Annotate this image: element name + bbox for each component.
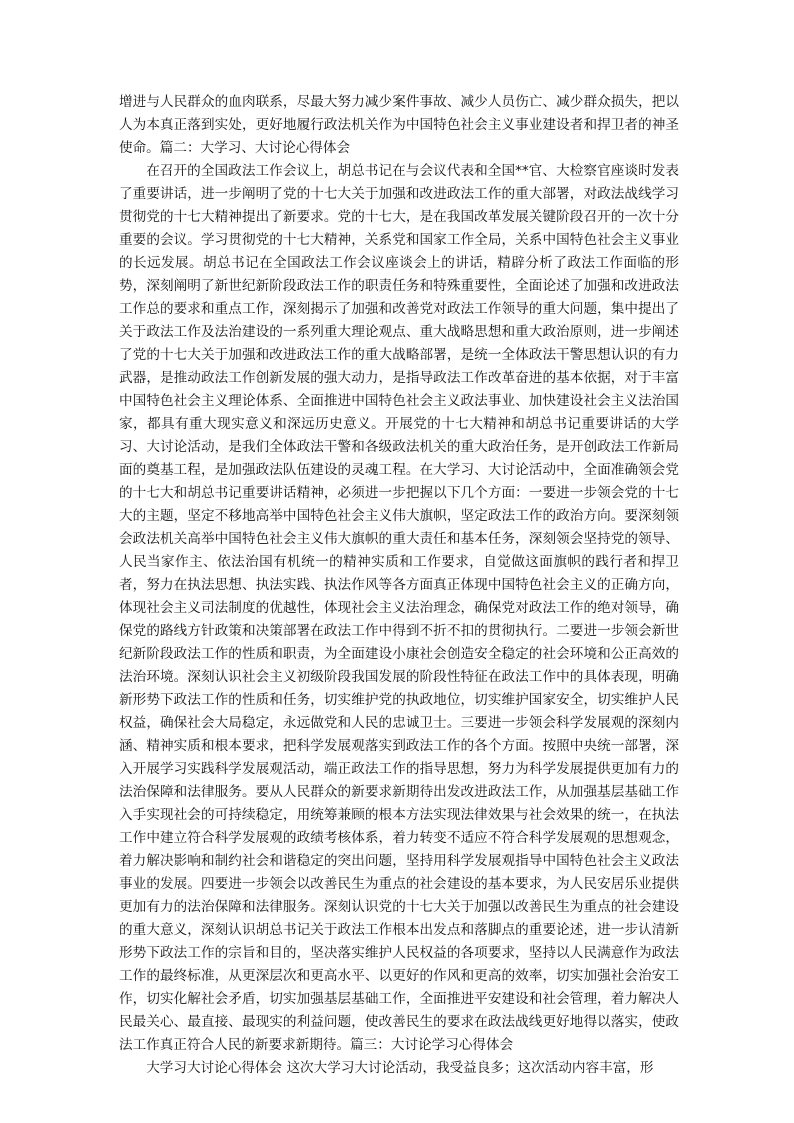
document-body bbox=[119, 91, 679, 1080]
section-heading-3: 篇三：大讨论学习心得体会 bbox=[350, 1037, 514, 1053]
paragraph-2 bbox=[119, 160, 679, 1057]
paragraph-1 bbox=[119, 91, 679, 160]
section-heading-2: 篇二：大学习、大讨论心得体会 bbox=[159, 140, 351, 156]
paragraph-1-text: 增进与人民群众的血肉联系，尽最大努力减少案件事故、减少人员伤亡、减少群众损失，把以人为本真正落到实处，更好地履行政法机关作为中国特色社会主义事业建设者和捍卫者的神圣使命。 bbox=[119, 94, 679, 156]
paragraph-3 bbox=[119, 1057, 679, 1080]
paragraph-2-text: 在召开的全国政法工作会议上，胡总书记在与会议代表和全国**官、大检察官座谈时发表了重要讲话，进一步阐明了党的十七大关于加强和改进政法工作的重大部署，对政法战线学习贯彻党的十七大精神提出了新要求。党的十七大，是在我国改革发展关键阶段召开的一次十分重要的会议。学习贯彻党的十七大精神，关系党和国家工作全局，关系中国特色社会主义事业的长远发展。胡总书记在全国政法工作会议座谈会上的讲话，精辟分析了政法工作面临的形势，深刻阐明了新世纪新阶段政法工作的职责任务和特殊重要性，全面论述了加强和改进政法工作总的要求和重点工作，深刻揭示了加强和改善党对政法工作领导的重大问题，集中提出了关于政法工作及法治建设的一系列重大理论观点、重大战略思想和重大政治原则，进一步阐述了党的十七大关于加强和改进政法工作的重大战略部署，是统一全体政法干警思想认识的有力武器，是推动政法工作创新发展的强大动力，是指导政法工作改革奋进的基本依据，对于丰富中国特色社会主义理论体系、全面推进中国特色社会主义政法事业、加快建设社会主义法治国家，都具有重大现实意义和深远历史意义。开展党的十七大精神和胡总书记重要讲话的大学习、大讨论活动，是我们全体政法干警和各级政法机关的重大政治任务，是开创政法工作新局面的奠基工程，是加强政法队伍建设的灵魂工程。在大学习、大讨论活动中，全面准确领会党的十七大和胡总书记重要讲话精神，必须进一步把握以下几个方面：一要进一步领会党的十七大的主题，坚定不移地高举中国特色社会主义伟大旗帜，坚定政法工作的政治方向。要深刻领会政法机关高举中国特色社会主义伟大旗帜的重大责任和基本任务，深刻领会坚持党的领导、人民当家作主、依法治国有机统一的精神实质和工作要求，自觉做这面旗帜的践行者和捍卫者，努力在执法思想、执法实践、执法作风等各方面真正体现中国特色社会主义的正确方向，体现社会主义司法制度的优越性，体现社会主义法治理念，确保党对政法工作的绝对领导，确保党的路线方针政策和决策部署在政法工作中得到不折不扣的贯彻执行。二要进一步领会新世纪新阶段政法工作的性质和职责，为全面建设小康社会创造安全稳定的社会环境和公正高效的法治环境。深刻认识社会主义初级阶段我国发展的阶段性特征在政法工作中的具体表现，明确新形势下政法工作的性质和任务，切实维护党的执政地位，切实维护国家安全，切实维护人民权益，确保社会大局稳定，永远做党和人民的忠诚卫士。三要进一步领会科学发展观的深刻内涵、精神实质和根本要求，把科学发展观落实到政法工作的各个方面。按照中央统一部署，深入开展学习实践科学发展观活动，端正政法工作的指导思想，努力为科学发展提供更加有力的法治保障和法律服务。要从人民群众的新要求新期待出发改进政法工作，从加强基层基础工作入手实现社会的可持续稳定，用统筹兼顾的根本方法实现法律效果与社会效果的统一，在执法工作中建立符合科学发展观的政绩考核体系，着力转变不适应不符合科学发展观的思想观念，着力解决影响和制约社会和谐稳定的突出问题，坚持用科学发展观指导中国特色社会主义政法事业的发展。四要进一步领会以改善民生为重点的社会建设的基本要求，为人民安居乐业提供更加有力的法治保障和法律服务。深刻认识党的十七大关于加强以改善民生为重点的社会建设的重大意义，深刻认识胡总书记关于政法工作根本出发点和落脚点的重要论述，进一步认清新形势下政法工作的宗旨和目的，坚决落实维护人民权益的各项要求，坚持以人民满意作为政法工作的最终标准，从更深层次和更高水平、以更好的作风和更高的效率，切实加强社会治安工作，切实化解社会矛盾，切实加强基层基础工作，全面推进平安建设和社会管理，着力解决人民最关心、最直接、最现实的利益问题，使改善民生的要求在政法战线更好地得以落实，使政法工作真正符合人民的新要求新期待。 bbox=[119, 163, 679, 1053]
paragraph-3-text: 大学习大讨论心得体会 这次大学习大讨论活动，我受益良多；这次活动内容丰富，形 bbox=[146, 1060, 654, 1076]
